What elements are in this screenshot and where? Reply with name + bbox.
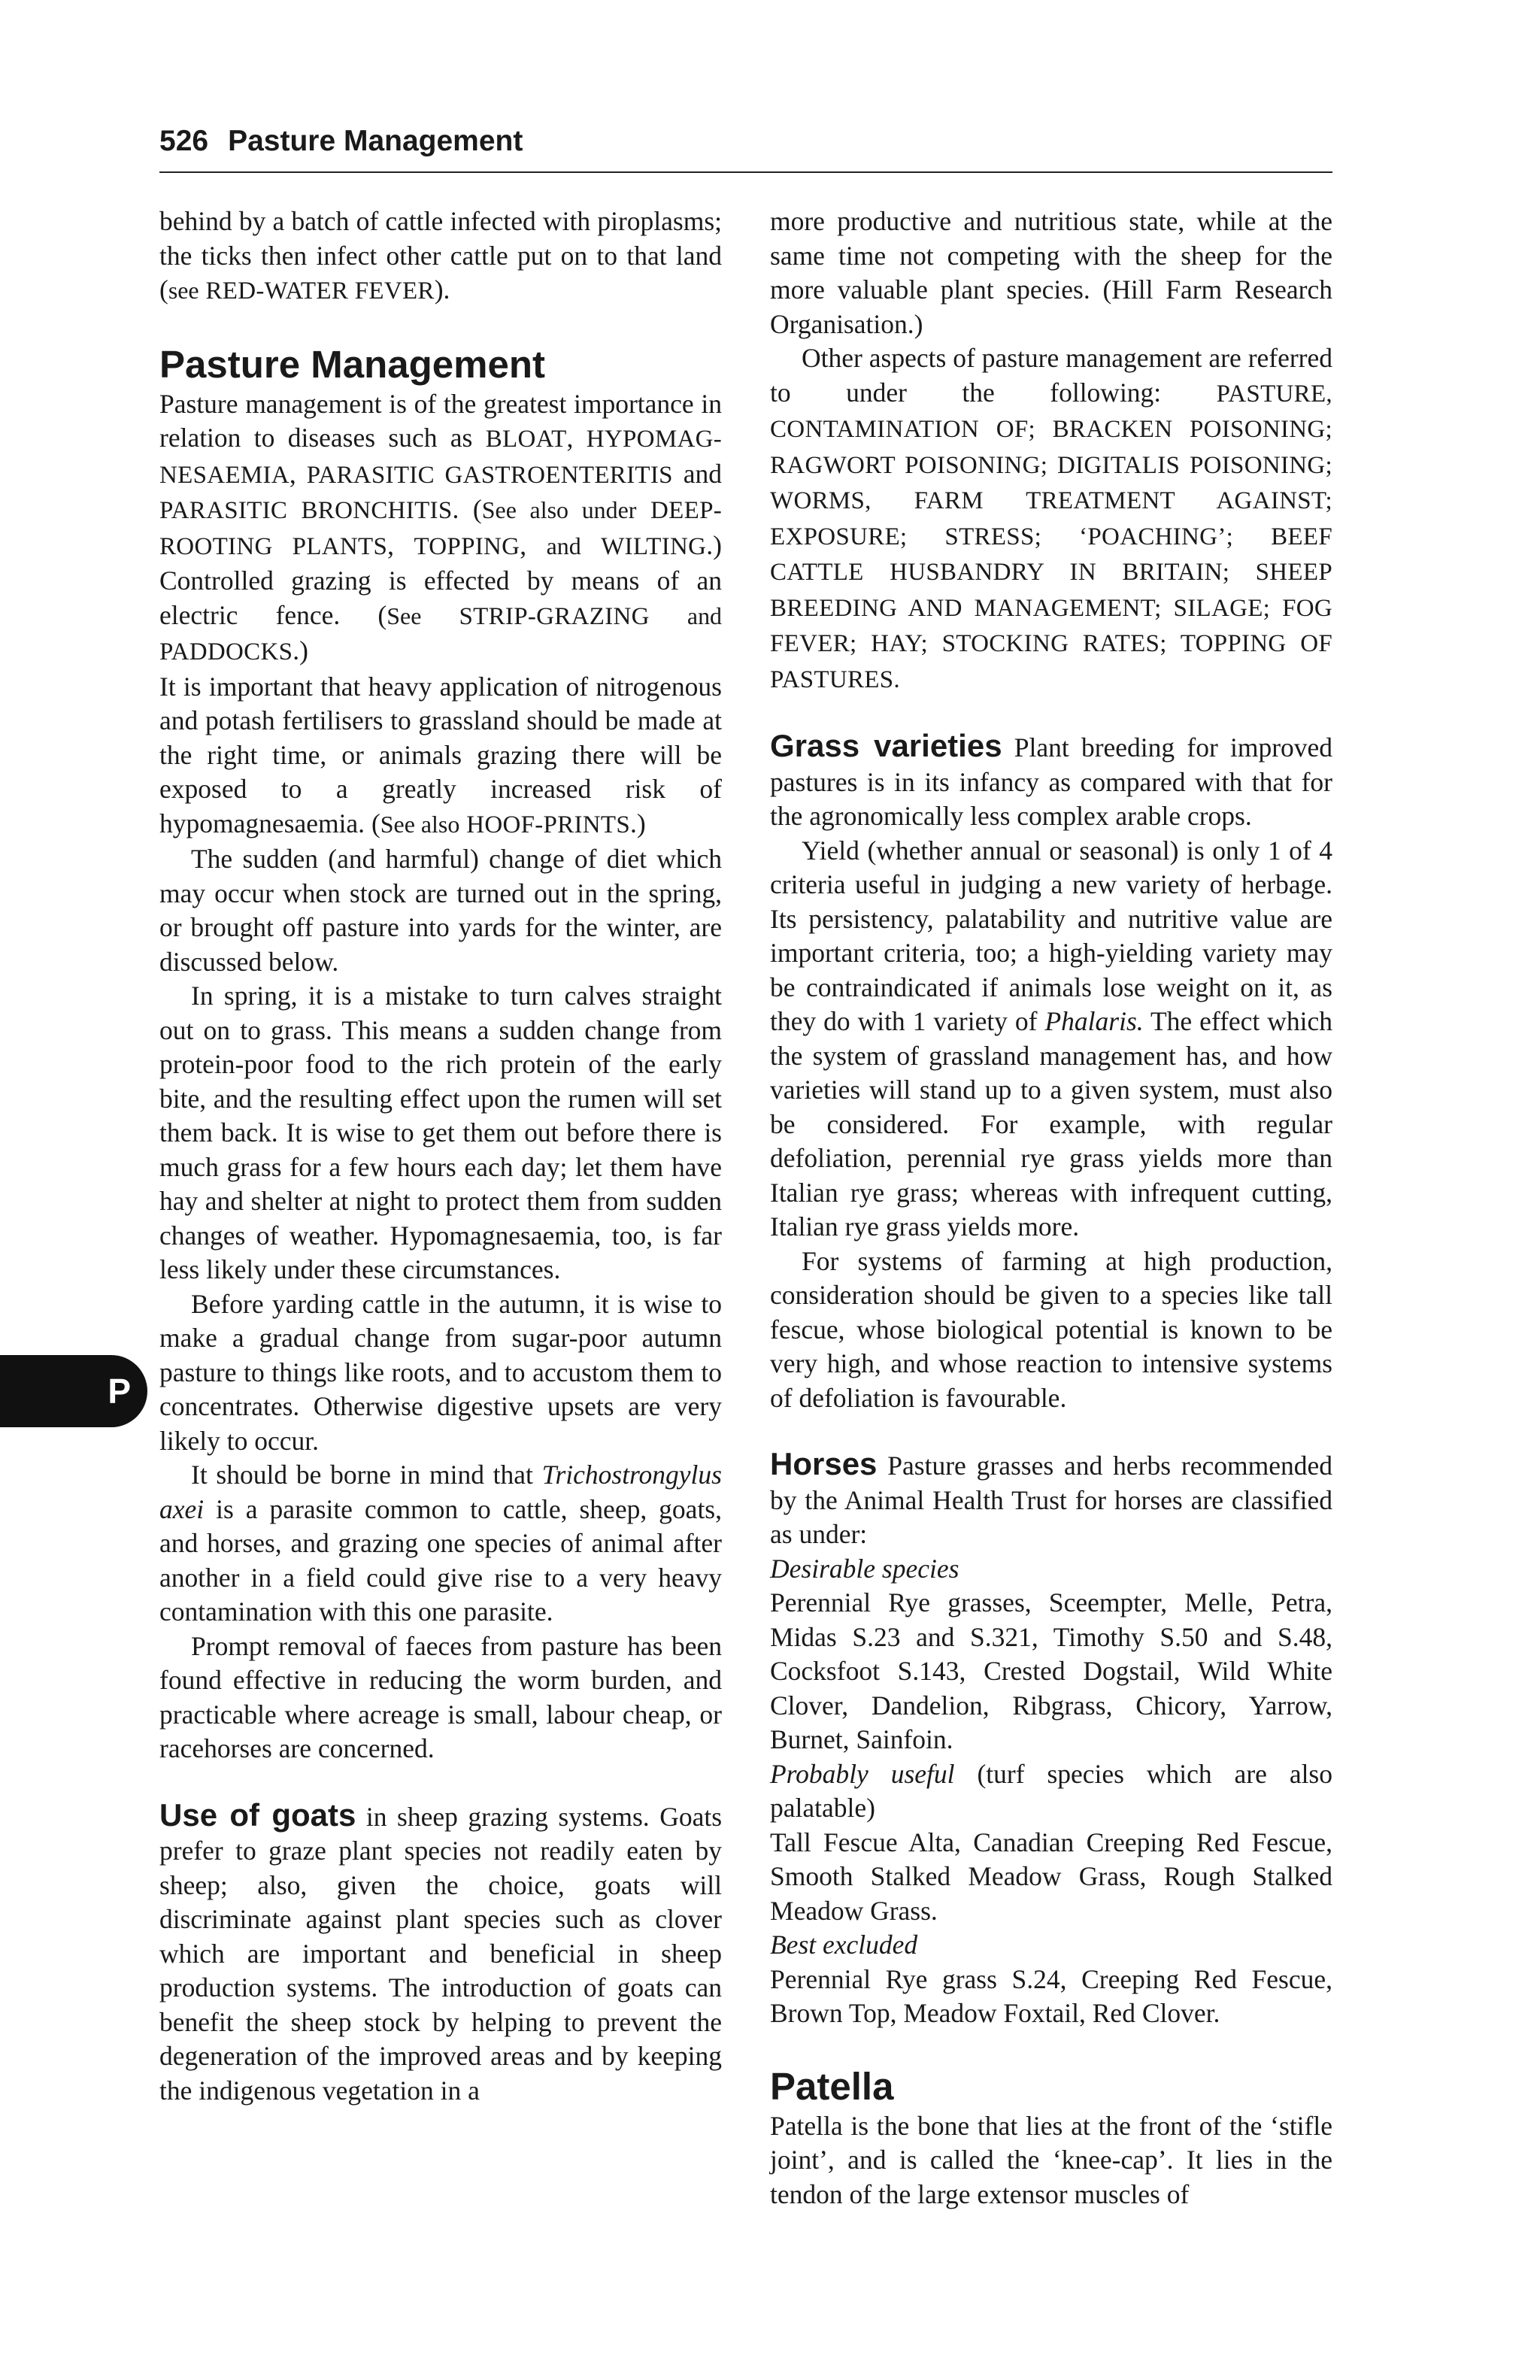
cross-reference: TOPPING <box>414 532 520 560</box>
paragraph: Prompt removal of faeces from pasture has been found effective in reducing the worm burden, and practicable where acreage is small, labour cheap, or racehorses are concerned. <box>159 1630 722 1763</box>
cross-reference: STRIP-GRAZING <box>459 602 650 630</box>
species-name: Trichostrongylus axei <box>159 1460 722 1524</box>
left-column <box>159 205 722 2108</box>
list-label: Probably useful (turf species which are also palatable) <box>770 1758 1332 1823</box>
cross-reference: PARASITIC GASTROENTERITIS <box>306 461 673 489</box>
subheading: Grass varieties <box>770 728 1002 763</box>
list-item: Perennial Rye grass S.24, Creeping Red Fescue, Brown Top, Meadow Foxtail, Red Clover. <box>770 1963 1332 2028</box>
entry-heading: Pasture Management <box>159 342 545 386</box>
paragraph: The sudden (and harmful) change of diet which may occur when stock are turned out in the spring, or brought off pasture into yards for the winter, are discussed below. <box>159 844 722 977</box>
paragraph: It should be borne in mind that Trichostrongylus axei is a parasite common to cattle, sheep, goats, and horses, and grazing one species of animal after another in a field could give rise to a very heavy contamination with this one parasite. <box>159 1460 722 1627</box>
paragraph: Patella is the bone that lies at the front of the ‘stifle joint’, and is called the ‘knee-cap’. It lies in the tendon of the large extensor muscles of <box>770 2110 1332 2209</box>
paragraph: For systems of farming at high production, consideration should be given to a species like tall fescue, whose biological potential is known to be very high, and whose reaction to intensive systems of defoliation is favourable. <box>770 1245 1332 1413</box>
page-number: 526 <box>159 125 209 157</box>
paragraph: Use of goats in sheep grazing systems. Goats prefer to graze plant species not readily eaten by sheep; also, given the choice, goats will discriminate against plant species such as clover which are important and beneficial in sheep production systems. The introduction of goats can benefit the sheep stock by helping to prevent the degeneration of the improved areas and by keeping the indigenous vegetation in a <box>159 1796 723 2106</box>
paragraph: Grass varieties Plant breeding for improved pastures is in its infancy as compared with that for the agronomically less complex arable crops. <box>770 728 1333 831</box>
cross-reference: WILTING <box>601 532 707 560</box>
cross-reference: DEEP-ROOTING PLANTS <box>159 497 723 560</box>
right-column <box>770 205 1332 2212</box>
paragraph: more productive and nutritious state, while at the same time not competing with the sheep for the more valuable plant species. (Hill Farm Research Organisation.) <box>770 206 1332 339</box>
cross-reference: PARASITIC BRONCHITIS <box>159 497 453 524</box>
paragraph: Pasture management is of the greatest importance in relation to diseases such as BLOAT, HYPOMAG-NESAEMIA, PARASITIC GASTROENTERITIS and PARASITIC BRONCHITIS. (See also under DEEP-ROOTING PLANTS, TOPPING, and WILTING.) Controlled grazing is effected by means of an electric fence. (See STRIP-GRAZING and PADDOCKS.) <box>159 388 723 665</box>
paragraph: Horses Pasture grasses and herbs recommended by the Animal Health Trust for horses are classified as under: <box>770 1446 1333 1549</box>
paragraph: In spring, it is a mistake to turn calves straight out on to grass. This means a sudden change from protein-poor food to the rich protein of the early bite, and the resulting effect upon the rumen will set them back. It is wise to get them out before there is much grass for a few hours each day; let them have hay and shelter at night to protect them from sudden changes of weather. Hypomagnesaemia, too, is far less likely under these circumstances. <box>159 981 722 1284</box>
list-item: Tall Fescue Alta, Canadian Creeping Red Fescue, Smooth Stalked Meadow Grass, Rough Stalked Meadow Grass. <box>770 1827 1332 1926</box>
running-head <box>159 125 1332 158</box>
cross-reference-list: PASTURE, CONTAMINATION OF; BRACKEN POISONING; RAGWORT POISONING; DIGITALIS POISONING; WORMS, FARM TREATMENT AGAINST; EXPOSURE; STRESS; ‘POACHING’; BEEF CATTLE HUSBANDRY IN BRITAIN; SHEEP BREEDING AND MANAGEMENT; SILAGE; FOG FEVER; HAY; STOCKING RATES; TOPPING OF PASTURES. <box>770 380 1332 693</box>
cross-reference: BLOAT <box>485 426 567 453</box>
paragraph: behind by a batch of cattle infected with piroplasms; the ticks then infect other cattle put on to that land (see RED-WATER FEVER). <box>159 206 722 305</box>
list-label: Desirable species <box>770 1553 959 1584</box>
entry-heading: Patella <box>770 2064 894 2108</box>
running-title: Pasture Management <box>228 125 523 157</box>
subheading: Horses <box>770 1446 878 1481</box>
cross-reference: RED-WATER FEVER <box>205 277 435 305</box>
list-item: Perennial Rye grasses, Sceempter, Melle, Petra, Midas S.23 and S.321, Timothy S.50 and S.48, Cocksfoot S.143, Crested Dogstail, Wild White Clover, Dandelion, Ribgrass, Chicory, Yarrow, Burnet, Sainfoin. <box>770 1587 1332 1754</box>
genus-name: Phalaris. <box>1044 1006 1144 1036</box>
thumb-index-tab: P <box>0 1355 147 1427</box>
list-label: Best excluded <box>770 1930 918 1960</box>
cross-reference: HYPOMAG-NESAEMIA <box>159 426 723 489</box>
cross-reference: PADDOCKS <box>159 638 293 665</box>
header-rule <box>159 171 1332 173</box>
subheading: Use of goats <box>159 1796 356 1833</box>
paragraph: Other aspects of pasture management are referred to under the following: PASTURE, CONTAMINATION OF; BRACKEN POISONING; RAGWORT POISONING; DIGITALIS POISONING; WORMS, FARM TREATMENT AGAINST; EXPOSURE; STRESS; ‘POACHING’; BEEF CATTLE HUSBANDRY IN BRITAIN; SHEEP BREEDING AND MANAGEMENT; SILAGE; FOG FEVER; HAY; STOCKING RATES; TOPPING OF PASTURES. <box>770 343 1332 693</box>
paragraph: It is important that heavy application of nitrogenous and potash fertilisers to grassland should be made at the right time, or animals grazing there will be exposed to a greatly increased risk of hypomagnesaemia. (See also HOOF-PRINTS.) <box>159 671 722 838</box>
paragraph: Before yarding cattle in the autumn, it is wise to make a gradual change from sugar-poor autumn pasture to things like roots, and to accustom them to concentrates. Otherwise digestive upsets are very likely to occur. <box>159 1288 722 1456</box>
cross-reference: HOOF-PRINTS <box>466 811 631 838</box>
paragraph: Yield (whether annual or seasonal) is only 1 of 4 criteria useful in judging a new variety of herbage. Its persistency, palatability and nutritive value are important criteria, too; a high-yielding variety may be contraindicated if animals lose weight on it, as they do with 1 variety of Phalaris. The effect which the system of grassland management has, and how varieties will stand up to a given system, must also be considered. For example, with regular defoliation, perennial rye grass yields more than Italian rye grass; whereas with infrequent cutting, Italian rye grass yields more. <box>770 835 1333 1242</box>
